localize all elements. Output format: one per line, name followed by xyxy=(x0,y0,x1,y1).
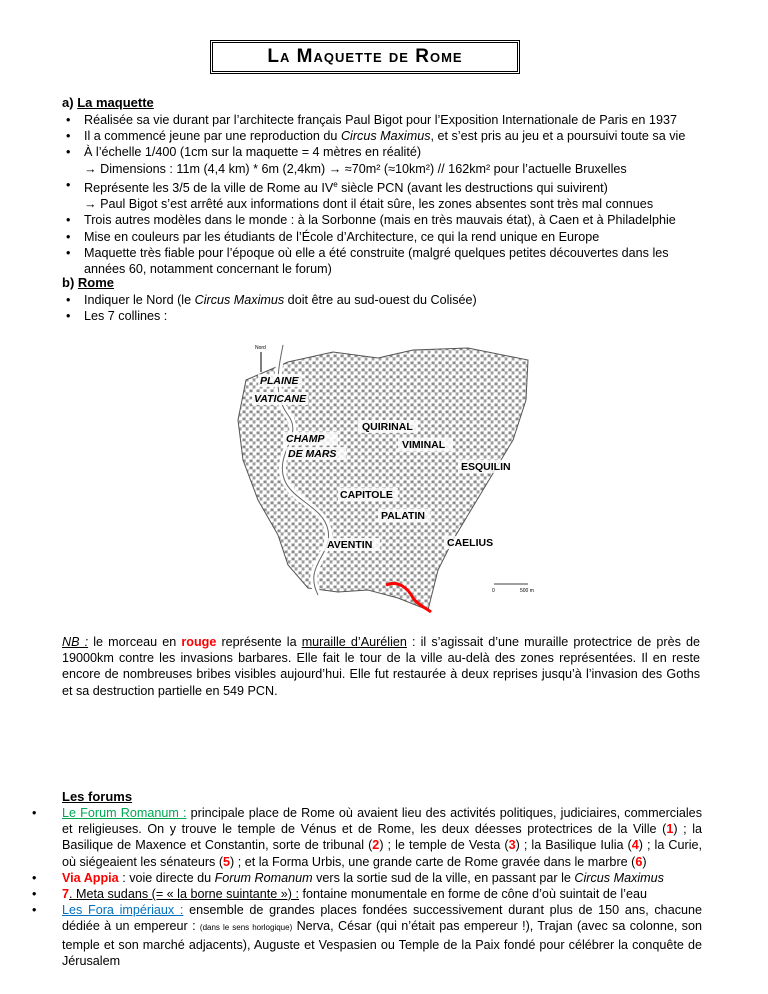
list-item: • Le Forum Romanum : principale place de Rome où avaient lieu des activités politiques, judiciaires, commerciales et religieuses. On y trouve le temple de Vénus et de Rome, les deux déesses protectrices de la Ville (1) ; la Basilique de Maxence et Constantin, sorte de tribunal (2) ; le temple de Vesta (3) ; la Basilique Iulia (4) ; la Curie, où siégeaient les sénateurs (5) ; et la Forma Urbis, une grande carte de Rome gravée dans le marbre (6) xyxy=(32,805,702,870)
section-a-title: La maquette xyxy=(77,95,154,110)
list-item: • Réalisée sa vie durant par l’architecte français Paul Bigot pour l’Exposition Internationale de Paris en 1937 xyxy=(62,112,702,128)
list-item: • 7. Meta sudans (= « la borne suintante ») : fontaine monumentale en forme de cône d’où suintait de l’eau xyxy=(32,886,702,902)
map-label-plaine: PLAINE xyxy=(260,375,299,387)
map-label-champ: CHAMP xyxy=(286,433,325,445)
scale-zero: 0 xyxy=(492,588,495,594)
nb-paragraph: NB : le morceau en rouge représente la muraille d’Aurélien : il s’agissait d’une muraille protectrice de près de 19000km contre les invasions barbares. Elle fait le tour de la ville au-delà des zones représentées. Il en reste encore de nombreuses bribes visibles aujourd’hui. Elle fut restaurée à deux reprises jusqu’à l’invasion des Goths et sa destruction partielle en 549 PCN. xyxy=(62,635,700,698)
north-label: Nord xyxy=(255,345,266,351)
map-label-vaticane: VATICANE xyxy=(254,393,307,405)
section-b-title: Rome xyxy=(77,275,115,290)
map-label-caelius: CAELIUS xyxy=(447,537,494,549)
list-item: • Les 7 collines : xyxy=(62,308,702,324)
list-item: • Il a commencé jeune par une reproduction du Circus Maximus, et s’est pris au jeu et a poursuivi toute sa vie xyxy=(62,128,702,144)
map-label-de-mars: DE MARS xyxy=(288,448,337,460)
section-b-heading xyxy=(62,275,114,290)
bigot-note: → Paul Bigot s’est arrêté aux informations dont il était sûre, les zones absentes sont très mal connues xyxy=(84,197,654,212)
list-item: • Mise en couleurs par les étudiants de l’École d’Architecture, ce qui la rend unique en Europe xyxy=(62,229,702,245)
list-item: • Via Appia : voie directe du Forum Romanum vers la sortie sud de la ville, en passant par le Circus Maximus xyxy=(32,870,702,886)
list-item: • Maquette très fiable pour l’époque où elle a été construite (malgré quelques petites découvertes dans les années 60, notamment concernant le forum) xyxy=(62,245,702,277)
map-label-palatin: PALATIN xyxy=(381,510,425,522)
map-label-capitole: CAPITOLE xyxy=(340,489,393,501)
map-label-esquilin: ESQUILIN xyxy=(461,461,511,473)
rome-map xyxy=(228,340,548,615)
scale-length: 500 m xyxy=(520,588,534,594)
section-b-letter: b) xyxy=(62,275,75,290)
section-a-heading xyxy=(62,95,154,110)
page-title: La Maquette de Rome xyxy=(267,46,463,67)
section-a-letter: a) xyxy=(62,95,74,110)
title-box xyxy=(210,40,520,74)
forums-list xyxy=(32,805,702,969)
list-item: • Représente les 3/5 de la ville de Rome au IVe siècle PCN (avant les destructions qui suivirent) → Paul Bigot s’est arrêté aux informations dont il était sûre, les zones absentes sont très mal connues xyxy=(62,177,702,213)
list-item: • Trois autres modèles dans le monde : à la Sorbonne (mais en très mauvais état), à Caen et à Philadelphie xyxy=(62,212,702,228)
list-item: • Les Fora impériaux : ensemble de grandes places fondées successivement durant plus de 150 ans, chacune dédiée à un empereur : (dans le sens horlogique) Nerva, César (qui n’était pas empereur !), Trajan (avec sa colonne, son temple et son marché adjacents), Auguste et Vespasien ou Temple de la Paix fondé pour célébrer la conquête de Jérusalem xyxy=(32,902,702,969)
map-label-aventin: AVENTIN xyxy=(327,539,373,551)
forums-heading: Les forums xyxy=(62,789,133,804)
map-label-quirinal: QUIRINAL xyxy=(362,421,413,433)
list-item: • À l’échelle 1/400 (1cm sur la maquette = 4 mètres en réalité) → Dimensions : 11m (4,4 km) * 6m (2,4km) → ≈70m² (≈10km²) // 162km² pour l’actuelle Bruxelles xyxy=(62,144,702,176)
dimensions-note: → Dimensions : 11m (4,4 km) * 6m (2,4km) → ≈70m² (≈10km²) // 162km² pour l’actuelle Bruxelles xyxy=(84,161,627,176)
list-item: • Indiquer le Nord (le Circus Maximus doit être au sud-ouest du Colisée) xyxy=(62,292,702,308)
map-label-viminal: VIMINAL xyxy=(402,439,446,451)
section-b-list xyxy=(62,292,702,324)
section-a-list xyxy=(62,112,702,277)
